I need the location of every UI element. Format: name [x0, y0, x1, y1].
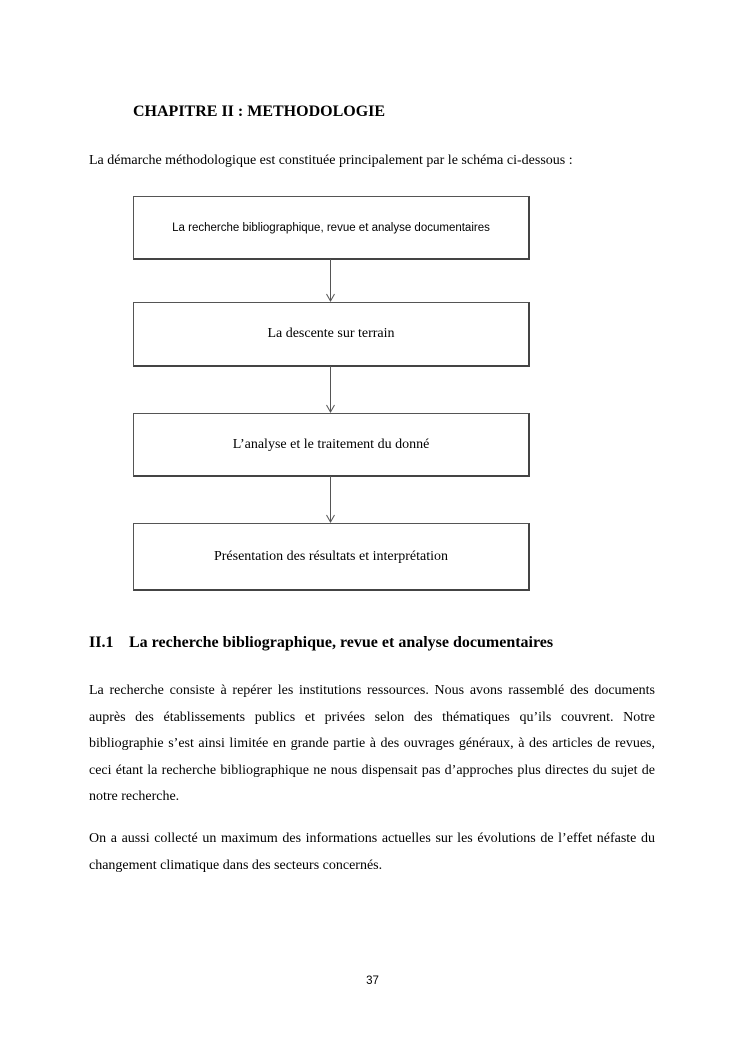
- chapter-title: CHAPITRE II : METHODOLOGIE: [133, 103, 386, 120]
- body-paragraph: La recherche consiste à repérer les institutions ressources. Nous avons rassemblé des documents auprès des établissements publics et privées selon des thématiques qu’ils couvrent. Notre bibliographie s’est ainsi limitée en grande partie à des ouvrages généraux, à des articles de revues, ceci étant la recherche bibliographique ne nous dispensait pas d’approches plus directes du sujet de notre recherche.: [89, 683, 655, 804]
- intro-text: La démarche méthodologique est constituée principalement par le schéma ci-dessous :: [89, 153, 573, 168]
- flow-arrow-2: [327, 366, 335, 412]
- flow-step-label: La descente sur terrain: [267, 326, 395, 341]
- flow-arrow-1: [327, 259, 335, 301]
- flow-arrow-3: [327, 476, 335, 522]
- flow-step-label: Présentation des résultats et interprétation: [213, 548, 449, 564]
- page-number: 37: [366, 975, 379, 987]
- body-paragraph: On a aussi collecté un maximum des informations actuelles sur les évolutions de l’effet néfaste du changement climatique dans des secteurs concernés.: [89, 831, 655, 873]
- section-title: La recherche bibliographique, revue et analyse documentaires: [129, 634, 554, 651]
- flow-step-label: L’analyse et le traitement du donné: [232, 436, 430, 452]
- section-number: II.1: [89, 634, 114, 651]
- flow-step-label: La recherche bibliographique, revue et analyse documentaires: [172, 221, 490, 234]
- section-heading: [89, 634, 553, 652]
